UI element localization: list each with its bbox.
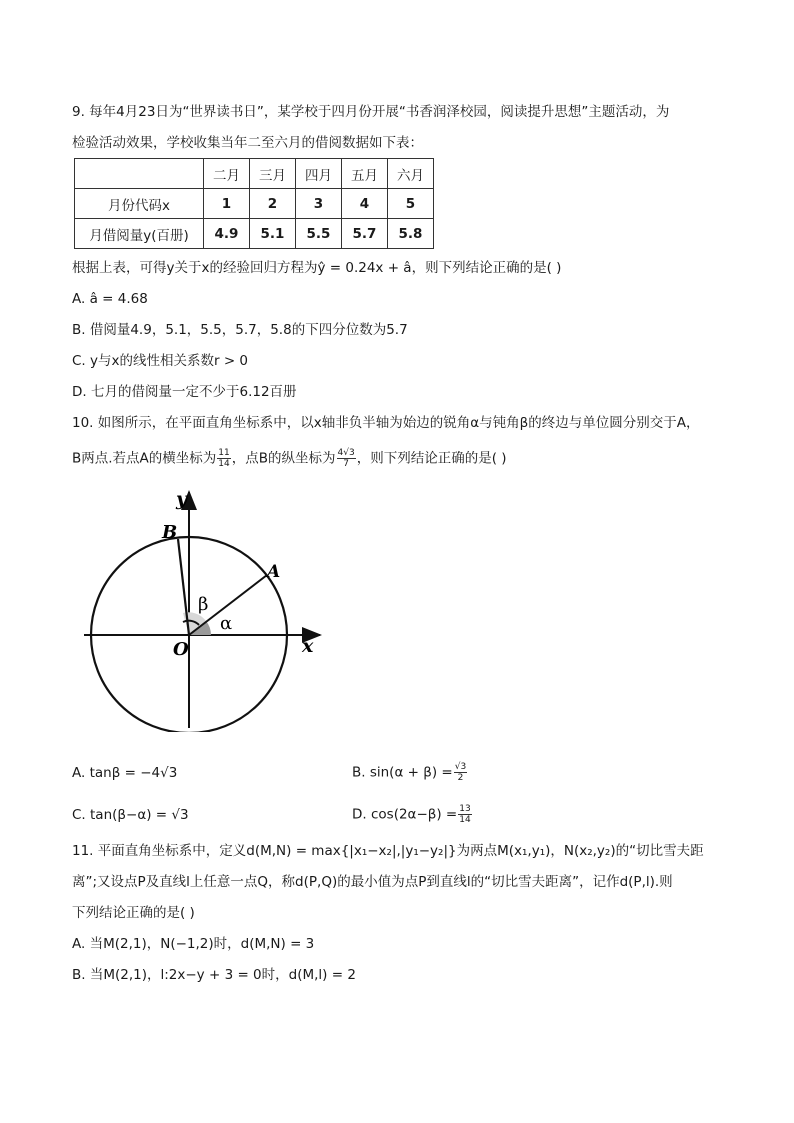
fraction-optd <box>458 804 471 825</box>
q11-line1: 11. 平面直角坐标系中，定义d(M,N) = max{|x₁−x₂|,|y₁−y₂|}为两点M(x₁,y₁)，N(x₂,y₂)的“切比雪夫距 <box>72 843 704 859</box>
table-cell: 5.7 <box>342 219 388 249</box>
q10-line1: 10. 如图所示，在平面直角坐标系中，以x轴非负半轴为始边的锐角α与钝角β的终边与单位圆分别交于A， <box>72 415 700 431</box>
q10-option-c: C. tan(β−α) = √3 <box>72 807 189 823</box>
label-b: B <box>162 522 178 543</box>
label-y: y <box>176 488 188 510</box>
q10-line2 <box>72 448 507 469</box>
q10-line2-part1: B两点.若点A的横坐标为 <box>72 450 217 467</box>
fraction-numerator: 11 <box>218 448 230 458</box>
fraction-denominator: 2 <box>457 773 464 783</box>
q9-option-b: B. 借阅量4.9，5.1，5.5，5.7，5.8的下四分位数为5.7 <box>72 322 408 338</box>
table-cell: 2 <box>250 189 296 219</box>
q10-line2-part3: ，则下列结论正确的是( ) <box>356 450 507 467</box>
q10-option-b-text: B. sin(α + β) = <box>352 764 453 781</box>
q10-option-d <box>352 804 473 825</box>
table-header: 二月 <box>204 159 250 189</box>
fraction-numerator: √3 <box>454 762 467 772</box>
fraction-numerator: 13 <box>459 804 471 814</box>
table-cell: 1 <box>204 189 250 219</box>
q9-option-c: C. y与x的线性相关系数r > 0 <box>72 353 249 369</box>
q11-option-b: B. 当M(2,1)，l:2x−y + 3 = 0时，d(M,l) = 2 <box>72 967 356 983</box>
q11-line2: 离”;又设点P及直线l上任意一点Q，称d(P,Q)的最小值为点P到直线l的“切比雪夫距离”，记作d(P,l).则 <box>72 874 673 890</box>
table-cell: 5 <box>388 189 434 219</box>
q9-option-d: D. 七月的借阅量一定不少于6.12百册 <box>72 384 297 400</box>
label-alpha: α <box>220 613 233 634</box>
table-header: 四月 <box>296 159 342 189</box>
q9-line1: 9. 每年4月23日为“世界读书日”，某学校于四月份开展“书香润泽校园，阅读提升思想”主题活动，为 <box>72 104 670 120</box>
table-cell: 5.5 <box>296 219 342 249</box>
table-cell: 4 <box>342 189 388 219</box>
fraction-denominator: 14 <box>459 815 471 825</box>
row-label: 月份代码x <box>75 189 204 219</box>
row-label: 月借阅量y(百册) <box>75 219 204 249</box>
fraction-denominator: 14 <box>218 459 230 469</box>
ray-ob <box>178 539 189 635</box>
table-header: 五月 <box>342 159 388 189</box>
fraction-numerator: 4√3 <box>337 448 355 458</box>
table-cell: 5.8 <box>388 219 434 249</box>
q11-option-a: A. 当M(2,1)，N(−1,2)时，d(M,N) = 3 <box>72 936 315 952</box>
label-a: A <box>267 562 281 582</box>
table-cell: 5.1 <box>250 219 296 249</box>
borrowing-table <box>74 158 434 249</box>
unit-circle-figure <box>80 482 330 732</box>
label-beta: β <box>198 594 209 615</box>
q10-option-b <box>352 762 468 783</box>
table-header: 六月 <box>388 159 434 189</box>
label-origin: O <box>173 639 189 660</box>
q11-line3: 下列结论正确的是( ) <box>72 905 195 921</box>
table-cell: 3 <box>296 189 342 219</box>
label-x: x <box>302 635 314 657</box>
table-row <box>75 159 434 189</box>
table-header: 三月 <box>250 159 296 189</box>
q9-stem: 根据上表，可得y关于x的经验回归方程为ŷ = 0.24x + â，则下列结论正确的是( ) <box>72 260 562 276</box>
q10-option-d-text: D. cos(2α−β) = <box>352 806 458 823</box>
fraction-optb <box>454 762 467 783</box>
fraction-denominator: 7 <box>343 459 349 469</box>
q9-option-a: A. â = 4.68 <box>72 291 148 307</box>
table-row <box>75 219 434 249</box>
q9-line2: 检验活动效果，学校收集当年二至六月的借阅数据如下表： <box>72 135 423 151</box>
fraction-b <box>337 448 356 469</box>
fraction-a <box>217 448 230 469</box>
table-cell: 4.9 <box>204 219 250 249</box>
table-row <box>75 189 434 219</box>
q10-option-a: A. tanβ = −4√3 <box>72 765 178 781</box>
q10-line2-part2: ，点B的纵坐标为 <box>231 450 336 467</box>
table-cell <box>75 159 204 189</box>
